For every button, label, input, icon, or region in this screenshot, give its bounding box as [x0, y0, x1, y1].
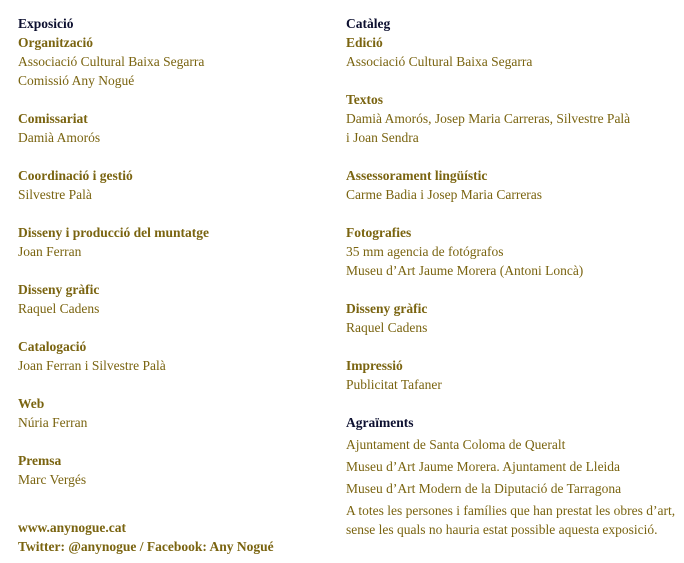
footer-links [18, 518, 274, 556]
acknowledgement-item: Museu d’Art Jaume Morera. Ajuntament de Lleida [346, 459, 621, 474]
credit-value: Associació Cultural Baixa Segarra [346, 54, 533, 69]
credit-block [346, 166, 676, 204]
exhibition-credits-column [18, 14, 328, 508]
acknowledgement-item: Ajuntament de Santa Coloma de Queralt [346, 437, 566, 452]
credit-value: Núria Ferran [18, 415, 88, 430]
credit-label: Assessorament lingüístic [346, 168, 488, 183]
credit-value: Museu d’Art Jaume Morera (Antoni Loncà) [346, 263, 584, 278]
credit-label: Coordinació i gestió [18, 168, 133, 183]
credit-block [346, 356, 676, 394]
credit-block [18, 280, 328, 318]
credit-label: Disseny gràfic [18, 282, 100, 297]
credit-value: Silvestre Palà [18, 187, 92, 202]
credit-value: Publicitat Tafaner [346, 377, 442, 392]
credit-block [18, 166, 328, 204]
credit-value: 35 mm agencia de fotógrafos [346, 244, 504, 259]
credit-block [346, 90, 676, 147]
credit-label: Disseny i producció del muntatge [18, 225, 210, 240]
credit-block [18, 394, 328, 432]
credit-value: Joan Ferran [18, 244, 82, 259]
credit-value: Raquel Cadens [346, 320, 428, 335]
acknowledgement-item: Museu d’Art Modern de la Diputació de Tarragona [346, 481, 622, 496]
credit-block [18, 109, 328, 147]
credit-label: Catalogació [18, 339, 87, 354]
catalogue-sections [346, 33, 676, 394]
exhibition-heading: Exposició [18, 16, 74, 31]
credit-label: Edició [346, 35, 383, 50]
credit-label: Premsa [18, 453, 62, 468]
acknowledgements [346, 413, 676, 539]
catalogue-credits-column [346, 14, 676, 539]
credit-block [346, 299, 676, 337]
credit-value: Raquel Cadens [18, 301, 100, 316]
credit-value: Damià Amorós, Josep Maria Carreras, Silvestre Palà [346, 111, 631, 126]
acknowledgement-item: A totes les persones i famílies que han prestat les obres d’art, sense les quals no hauria estat possible aquesta exposició. [346, 503, 676, 537]
credit-label: Organització [18, 35, 93, 50]
credit-label: Web [18, 396, 45, 411]
credit-block [18, 451, 328, 489]
website-link[interactable]: www.anynogue.cat [18, 520, 127, 535]
credit-label: Textos [346, 92, 384, 107]
credit-label: Disseny gràfic [346, 301, 428, 316]
social-links[interactable]: Twitter: @anynogue / Facebook: Any Nogué [18, 539, 274, 554]
acknowledgements-list [346, 435, 676, 539]
credit-value: Carme Badia i Josep Maria Carreras [346, 187, 543, 202]
credit-label: Impressió [346, 358, 403, 373]
credit-block [18, 337, 328, 375]
exhibition-sections [18, 33, 328, 489]
credit-label: Fotografies [346, 225, 412, 240]
credit-block [18, 223, 328, 261]
acknowledgements-title: Agraïments [346, 415, 414, 430]
credit-value: Damià Amorós [18, 130, 101, 145]
credit-block [346, 223, 676, 280]
credit-value: Joan Ferran i Silvestre Palà [18, 358, 166, 373]
credit-value: i Joan Sendra [346, 130, 419, 145]
credit-value: Marc Vergés [18, 472, 87, 487]
credit-label: Comissariat [18, 111, 88, 126]
credit-value: Comissió Any Nogué [18, 73, 135, 88]
credit-block [346, 33, 676, 71]
catalogue-heading: Catàleg [346, 16, 391, 31]
credit-value: Associació Cultural Baixa Segarra [18, 54, 205, 69]
credit-block [18, 33, 328, 90]
